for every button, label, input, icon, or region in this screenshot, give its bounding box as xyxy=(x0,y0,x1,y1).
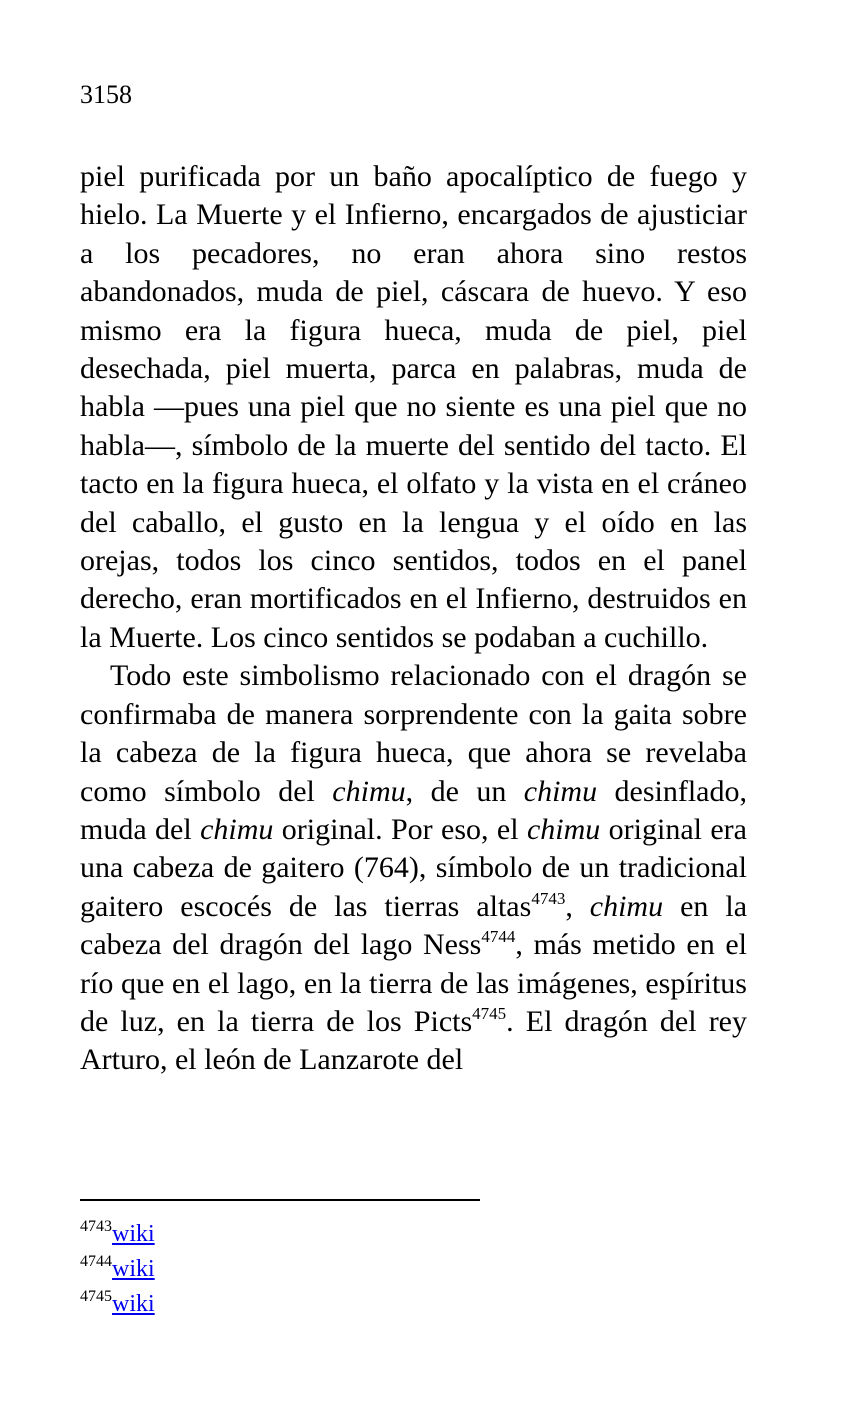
italic-term: chimu xyxy=(526,812,601,846)
text-run: . El dragón del rey Arturo, el león de Lanzarote del xyxy=(80,1004,747,1077)
page-number: 3158 xyxy=(80,80,132,109)
italic-term: chimu xyxy=(200,812,274,846)
footnote-wiki-link[interactable]: wiki xyxy=(112,1221,155,1247)
footnote-separator xyxy=(80,1199,480,1201)
footnote-reference: 4743 xyxy=(531,888,566,908)
text-run: original era una cabeza de gaitero (764), símbolo de un tradicional gaitero escocés de las tierras altas xyxy=(80,812,747,923)
footnote-wiki-link[interactable]: wiki xyxy=(112,1256,155,1282)
footnote-reference: 4744 xyxy=(481,927,516,947)
text-run: original. Por eso, el xyxy=(273,812,527,846)
text-run: en la cabeza del dragón del lago Ness xyxy=(80,889,748,962)
footnote-number: 4744 xyxy=(80,1253,112,1270)
italic-term: chimu xyxy=(589,889,664,923)
text-run: , más metido en el río que en el lago, en la tierra de las imágenes, espíritus de luz, en la tierra de los Picts xyxy=(80,928,747,1038)
footnote-number: 4743 xyxy=(80,1218,112,1235)
footnote xyxy=(80,1253,155,1288)
footnotes xyxy=(80,1218,155,1323)
paragraph xyxy=(80,657,747,1079)
italic-term: chimu xyxy=(523,774,598,808)
text-run: Todo este simbolismo relacionado con el dragón se confirmaba de manera sorprendente con la gaita sobre la cabeza de la figura hueca, que ahora se revelaba como símbolo del xyxy=(80,659,747,808)
footnote-reference: 4745 xyxy=(472,1003,507,1023)
footnote xyxy=(80,1288,155,1323)
italic-term: chimu xyxy=(332,774,406,808)
footnote-number: 4745 xyxy=(80,1288,112,1305)
paragraph xyxy=(80,158,747,657)
body-text xyxy=(80,158,747,1080)
text-run: , xyxy=(565,889,590,923)
text-run: desinflado, muda del xyxy=(80,774,747,846)
text-run: , de un xyxy=(405,774,524,808)
footnote-wiki-link[interactable]: wiki xyxy=(112,1291,155,1317)
text-run: piel purificada por un baño apocalíptico de fuego y hielo. La Muerte y el Infierno, encargados de ajusticiar a los pecadores, no eran ahora sino restos abandonados, muda de piel, cáscara de huevo. Y eso mismo era la figura hueca, muda de piel, piel desechada, piel muerta, parca en palabras, muda de habla —pues una piel que no siente es una piel que no habla—, símbolo de la muerte del sentido del tacto. El tacto en la figura hueca, el olfato y la vista en el cráneo del caballo, el gusto en la lengua y el oído en las orejas, todos los cinco sentidos, todos en el panel derecho, eran mortificados en el Infierno, destruidos en la Muerte. Los cinco sentidos se podaban a cuchillo. xyxy=(80,160,747,654)
footnote xyxy=(80,1218,155,1253)
